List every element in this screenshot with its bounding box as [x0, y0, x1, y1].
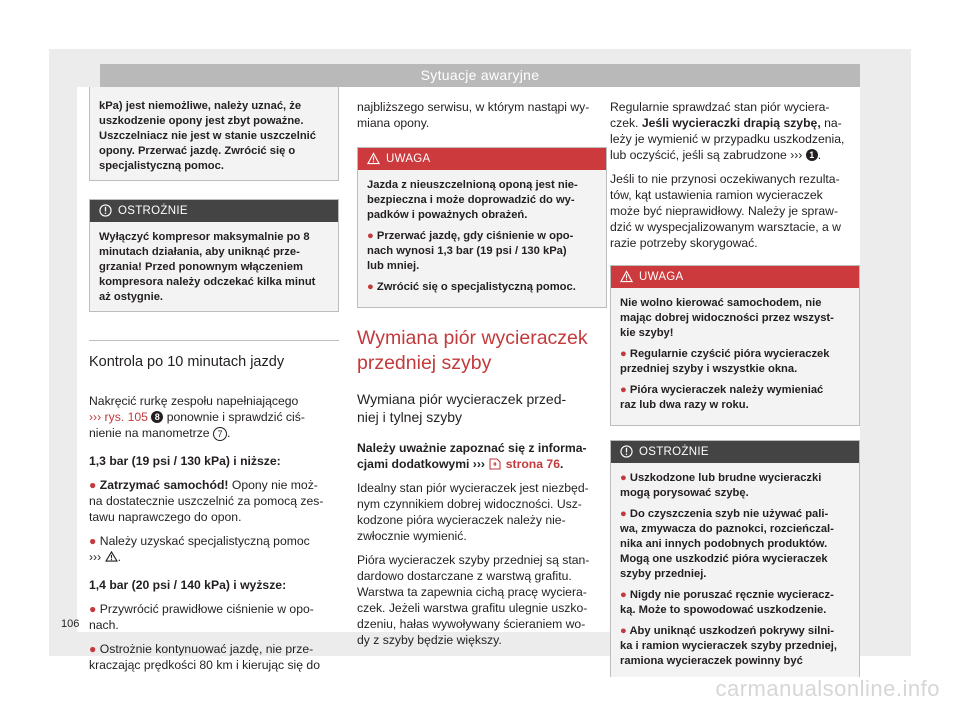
- continued-warning-box: [89, 87, 339, 181]
- column-right: [610, 87, 860, 687]
- box-line: specjalistyczną pomoc.: [99, 160, 224, 172]
- bullet-icon: ●: [89, 602, 97, 616]
- caution-box: [610, 440, 860, 677]
- text: najbliższego serwisu, w którym nastąpi wy-: [357, 100, 590, 114]
- bullet-item: [620, 507, 850, 582]
- text: leży je wymienić w przypadku uszkodzenia,: [610, 132, 845, 146]
- text: Przywrócić prawidłowe ciśnienie w opo-: [99, 602, 314, 616]
- bullet-icon: ●: [367, 281, 374, 293]
- chapter-title: [357, 326, 607, 376]
- text: Jazda z nieuszczelnioną oponą jest nie-: [367, 179, 578, 191]
- column-left: [89, 87, 339, 681]
- text: razie potrzeby skorygować.: [610, 236, 758, 250]
- bullet-item: [367, 229, 597, 274]
- warning-box: [610, 265, 860, 426]
- text: .: [559, 457, 564, 471]
- text: Jeśli to nie przynosi oczekiwanych rezulta-: [610, 172, 840, 186]
- bullet-icon: ●: [89, 642, 97, 656]
- text: nika ani innych podobnych produktów.: [620, 538, 828, 550]
- warning-triangle-icon: [367, 152, 380, 165]
- bullet-icon: ●: [620, 384, 627, 396]
- text: padków i poważnych obrażeń.: [367, 209, 528, 221]
- text: cjami dodatkowymi ›››: [357, 457, 485, 471]
- warning-triangle-icon: [105, 551, 118, 562]
- section-title: [357, 390, 607, 426]
- warning-triangle-icon: [620, 270, 633, 283]
- text: Regularnie sprawdzać stan piór wyciera-: [610, 100, 830, 114]
- text: raz lub dwa razy w roku.: [620, 399, 749, 411]
- text: ponownie i sprawdzić ciś-: [163, 410, 305, 424]
- bullet-icon: ●: [367, 230, 374, 242]
- box-line: Uszczelniacz nie jest w stanie uszczelnić: [99, 130, 316, 142]
- caution-line: kompresora należy odczekać kilka minut: [99, 276, 316, 288]
- page-link[interactable]: strona 76: [505, 457, 560, 471]
- caution-header: [90, 200, 338, 222]
- box-line: uszkodzenie opony jest zbyt poważne.: [99, 115, 304, 127]
- bullet-item: [89, 641, 339, 673]
- cross-ref-arrows[interactable]: ›››: [89, 550, 102, 564]
- section-divider: [89, 340, 339, 371]
- bullet-icon: ●: [620, 472, 627, 484]
- text: kie szyby!: [620, 327, 674, 339]
- bullet-icon: ●: [89, 478, 97, 492]
- text: ka i ramion wycieraczek szyby przedniej,: [620, 640, 838, 652]
- text: Nakręcić rurkę zespołu napełniającego: [89, 394, 299, 408]
- figure-link[interactable]: ››› rys. 105: [89, 410, 148, 424]
- bullet-item: ● Należy uzyskać specjalistyczną pomoc ››› .: [89, 534, 310, 564]
- text: zwłocznie wymienić.: [357, 529, 467, 543]
- chapter-header: Sytuacje awaryjne: [100, 64, 860, 87]
- warning-header: [358, 148, 606, 170]
- text: Pióra wycieraczek należy wymieniać: [629, 384, 824, 396]
- caution-title: OSTROŻNIE: [639, 446, 709, 458]
- text: niej i tylnej szyby: [357, 409, 463, 425]
- page-number: 106: [61, 618, 80, 630]
- warning-box: [357, 147, 607, 308]
- text: mając dobrej widoczności przez wszyst-: [620, 312, 834, 324]
- bullet-item: [620, 347, 850, 377]
- text: .: [226, 426, 231, 440]
- text: Idealny stan piór wycieraczek jest niezbęd-: [357, 481, 589, 495]
- caution-line: grzania! Przed ponownym włączeniem: [99, 261, 303, 273]
- bullet-item: [620, 471, 850, 501]
- column-middle: [357, 87, 607, 656]
- callout-number: 8: [151, 411, 163, 423]
- text: szyby przedniej.: [620, 568, 707, 580]
- caution-line: Wyłączyć kompresor maksymalnie po 8: [99, 231, 310, 243]
- text: Zatrzymać samochód!: [99, 478, 229, 492]
- text: Należy uważnie zapoznać się z informa-: [357, 441, 587, 455]
- warning-header: [611, 266, 859, 288]
- text: Warstwa ta zapewnia cichą pracę wyciera-: [357, 585, 587, 599]
- paragraph: Regularnie sprawdzać stan piór wyciera- czek. Jeśli wycieraczki drapią szybę, na- leży je wymienić w przypadku uszkodzenia, lub oczyścić, jeśli są zabrudzone ››› 1 .: [610, 100, 845, 162]
- paragraph: [357, 480, 607, 544]
- bullet-item: [89, 477, 339, 525]
- text: ką. Może to spowodować uszkodzenie.: [620, 604, 827, 616]
- text: Wymiana piór wycieraczek przed-: [357, 391, 567, 407]
- text: dardowo dostarczane z warstwą grafitu.: [357, 569, 572, 583]
- bullet-item: [620, 588, 850, 618]
- section-title: Kontrola po 10 minutach jazdy: [89, 354, 285, 370]
- text: Aby uniknąć uszkodzeń pokrywy silni-: [629, 625, 834, 637]
- text: Jeśli wycieraczki drapią szybę,: [641, 116, 821, 130]
- bullet-item: [620, 624, 850, 669]
- text: ramiona wycieraczek powinny być: [620, 655, 803, 667]
- text: tów, kąt ustawienia ramion wycieraczek: [610, 188, 823, 202]
- callout-number: 7: [213, 427, 227, 441]
- text: kodzone pióra wycieraczek należy nie-: [357, 513, 566, 527]
- text: na-: [820, 116, 842, 130]
- bullet-icon: ●: [620, 508, 627, 520]
- box-line: opony. Przerwać jazdę. Zwrócić się o: [99, 145, 296, 157]
- watermark: carmanualsonline.info: [715, 676, 940, 701]
- warning-title: UWAGA: [386, 153, 431, 165]
- paragraph: [357, 552, 607, 648]
- text: Nigdy nie poruszać ręcznie wycieracz-: [629, 589, 834, 601]
- bullet-icon: ●: [89, 534, 97, 548]
- paragraph: [610, 171, 860, 251]
- paragraph: [89, 393, 339, 441]
- caution-box: [89, 199, 339, 312]
- warning-title: UWAGA: [639, 271, 684, 283]
- text: nym czynnikiem dobrej widoczności. Usz-: [357, 497, 582, 511]
- bullet-icon: ●: [620, 625, 627, 637]
- text: nach wynosi 1,3 bar (19 psi / 130 kPa): [367, 245, 567, 257]
- text: przedniej szyby: [357, 352, 492, 374]
- info-circle-icon: [99, 204, 112, 217]
- bullet-icon: ●: [620, 589, 627, 601]
- bullet-item: [89, 601, 339, 633]
- text: tawu naprawczego do opon.: [89, 510, 242, 524]
- text: Pióra wycieraczek szyby przedniej są stan-: [357, 553, 590, 567]
- text: Nie wolno kierować samochodem, nie: [620, 297, 822, 309]
- text: kraczając prędkości 80 km i kierując się do: [89, 658, 320, 672]
- bullet-item: [367, 280, 597, 295]
- text: dy z szyby będzie większy.: [357, 633, 502, 647]
- text: Uszkodzone lub brudne wycieraczki: [629, 472, 822, 484]
- text: wa, zmywacza do paznokci, rozcieńczal-: [620, 523, 834, 535]
- caution-line: minutach działania, aby uniknąć prze-: [99, 246, 300, 258]
- text: Regularnie czyścić pióra wycieraczek: [629, 348, 830, 360]
- text: nach.: [89, 618, 119, 632]
- text: Zwrócić się o specjalistyczną pomoc.: [376, 281, 576, 293]
- manual-page: [77, 87, 860, 672]
- text: miana opony.: [357, 116, 430, 130]
- text: nienie na manometrze: [89, 426, 210, 440]
- info-circle-icon: [620, 445, 633, 458]
- text: Mogą one uszkodzić pióra wycieraczek: [620, 553, 828, 565]
- bullet-item: [620, 383, 850, 413]
- text: czek.: [610, 116, 642, 130]
- caution-line: aż ostygnie.: [99, 291, 164, 303]
- text: dzić w wyspecjalizowanym warsztacie, a w: [610, 220, 841, 234]
- text: Opony nie moż-: [228, 478, 318, 492]
- text: Ostrożnie kontynuować jazdę, nie prze-: [99, 642, 314, 656]
- text: lub mniej.: [367, 260, 420, 272]
- text: Do czyszczenia szyb nie używać pali-: [629, 508, 829, 520]
- text: na dostatecznie uszczelnić za pomocą zes-: [89, 494, 324, 508]
- subheading: 1,4 bar (20 psi / 140 kPa) i wyższe:: [89, 578, 287, 592]
- intro-paragraph: [357, 440, 607, 472]
- caution-reference-number: 1: [806, 149, 818, 161]
- page-reference-icon: [488, 457, 502, 470]
- bullet-icon: ●: [620, 348, 627, 360]
- box-line: kPa) jest niemożliwe, należy uznać, że: [99, 100, 302, 112]
- text: Należy uzyskać specjalistyczną pomoc: [99, 534, 310, 548]
- text: przedniej szyby i wszystkie okna.: [620, 363, 798, 375]
- text: może być nieprawidłowy. Należy je spraw-: [610, 204, 839, 218]
- caution-title: OSTROŻNIE: [118, 205, 188, 217]
- text: Wymiana piór wycieraczek: [357, 327, 588, 349]
- caution-header: [611, 441, 859, 463]
- text: Przerwać jazdę, gdy ciśnienie w opo-: [376, 230, 574, 242]
- text: czek. Jeżeli warstwa grafitu ulegnie uszko-: [357, 601, 588, 615]
- text: lub oczyścić, jeśli są zabrudzone ›››: [610, 148, 803, 162]
- text: bezpieczna i może doprowadzić do wy-: [367, 194, 575, 206]
- text: dzeniu, hałas wywoływany ścieraniem wo-: [357, 617, 586, 631]
- paragraph: [357, 99, 607, 131]
- text: mogą porysować szybę.: [620, 487, 749, 499]
- subheading: 1,3 bar (19 psi / 130 kPa) i niższe:: [89, 454, 281, 468]
